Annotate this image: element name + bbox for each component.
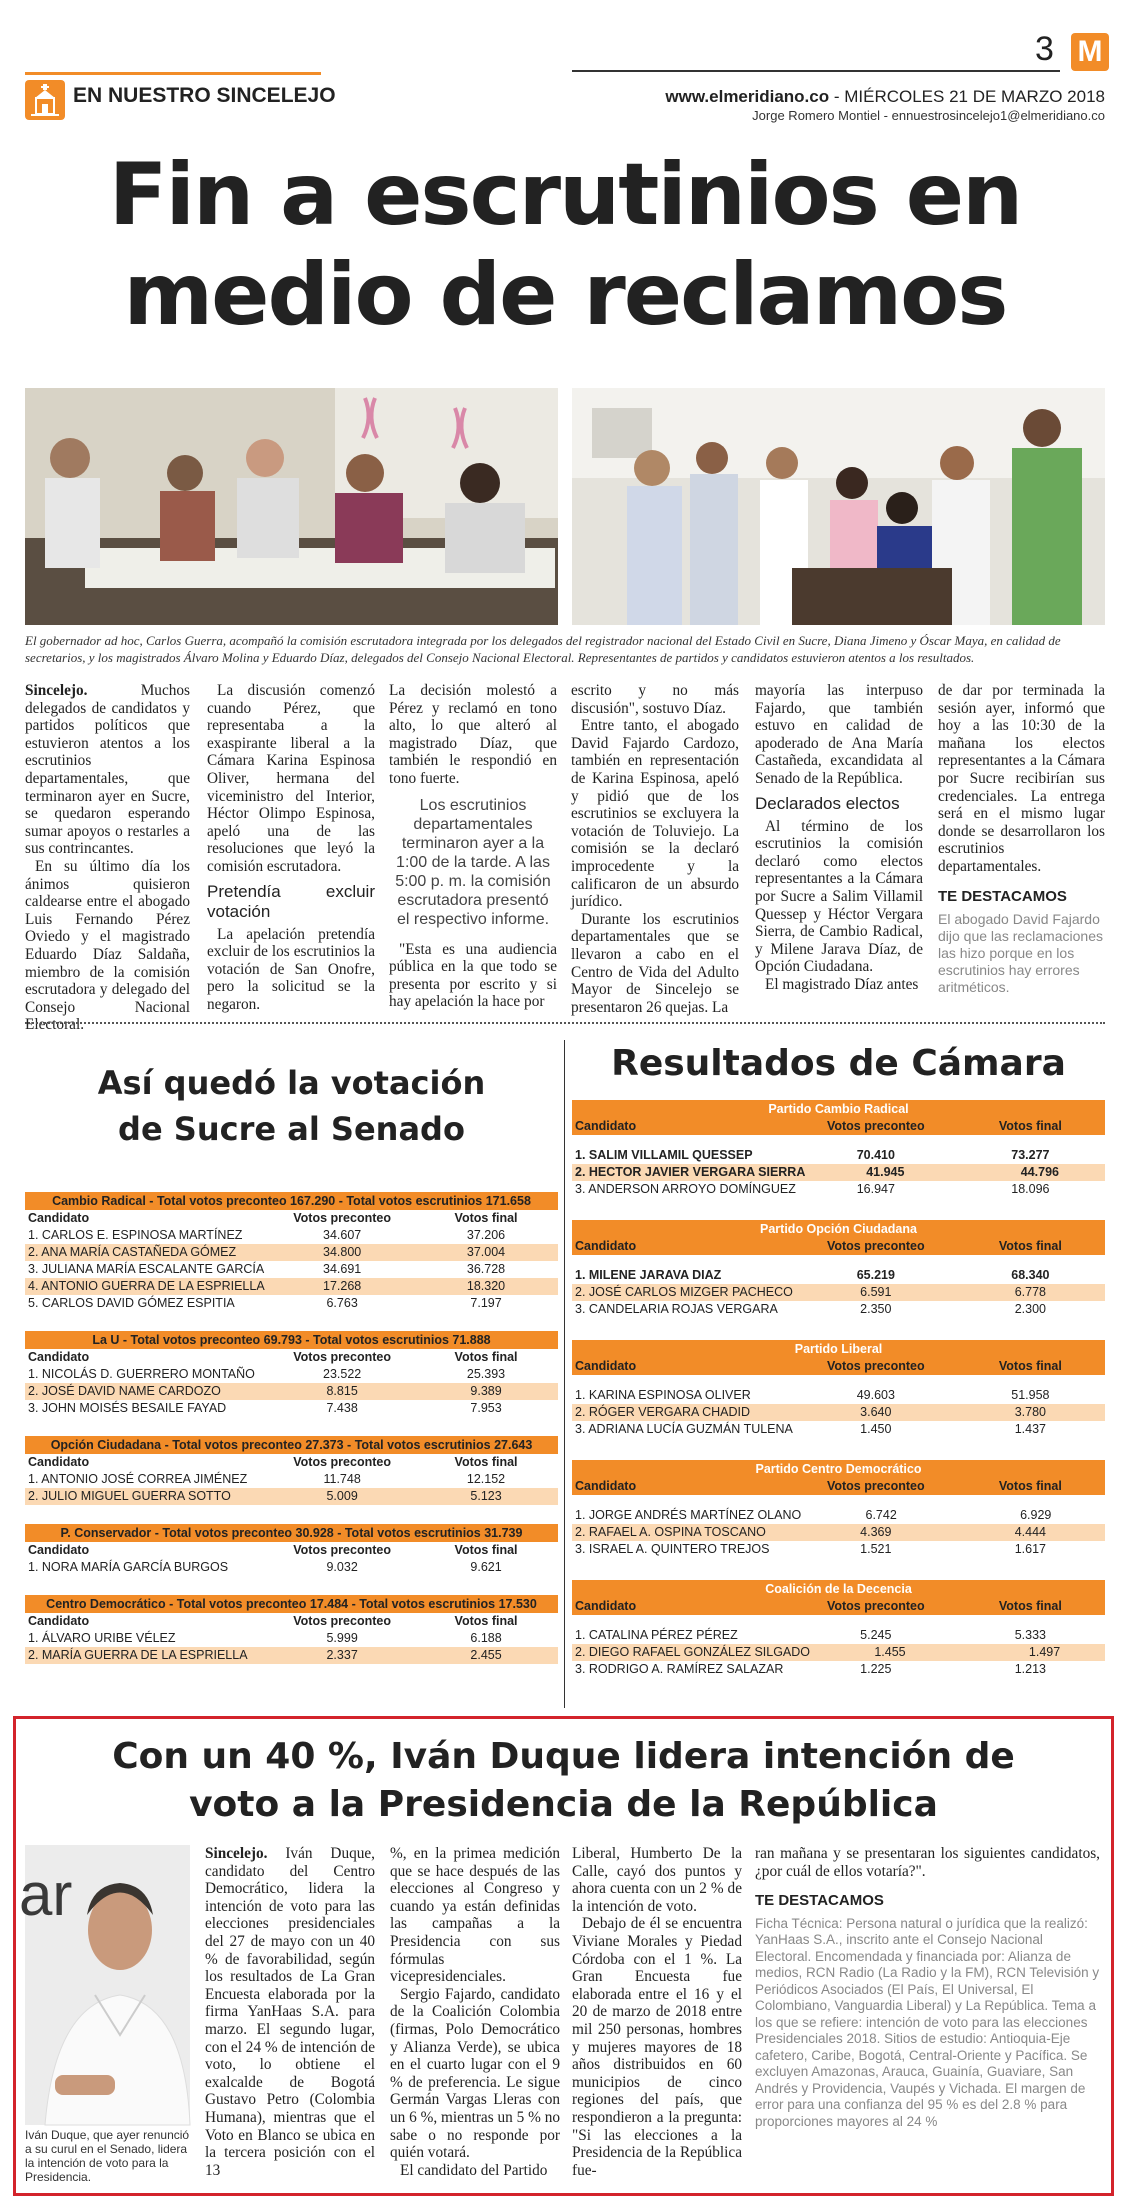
photo-ivan-duque — [19, 1845, 190, 2125]
header-url[interactable]: www.elmeridiano.co — [665, 87, 830, 106]
table-row — [572, 1147, 1105, 1164]
table-row — [572, 1404, 1105, 1421]
table-cell: 2. MARÍA GUERRA DE LA ESPRIELLA — [28, 1648, 248, 1662]
table-row — [25, 1630, 558, 1647]
table-header — [25, 1613, 558, 1630]
table-cell: 49.603 — [856, 1388, 895, 1402]
table-cell: 1.450 — [860, 1422, 892, 1436]
table-spacer — [572, 1255, 1105, 1267]
featured-column-4 — [755, 1845, 1100, 2130]
table-cell: 2.455 — [470, 1648, 502, 1662]
table-cell: 5.999 — [326, 1631, 358, 1645]
table-header — [572, 1478, 1105, 1495]
paragraph: El candidato del Partido — [400, 2161, 548, 2179]
table-row — [25, 1383, 558, 1400]
table-cell: 6.188 — [470, 1631, 502, 1645]
table-cell: 11.748 — [323, 1472, 361, 1486]
table-cell: 44.796 — [1020, 1165, 1059, 1179]
table-cell: 9.621 — [470, 1560, 502, 1574]
table-cell: 16.947 — [856, 1182, 895, 1196]
photo-delegates-review — [572, 388, 1105, 625]
table-cell: 2.337 — [326, 1648, 358, 1662]
column-header: Votos preconteo — [826, 1119, 925, 1133]
section-bar — [25, 72, 321, 75]
senate-results-title — [25, 1060, 558, 1152]
table-cell: 1. CATALINA PÉREZ PÉREZ — [575, 1628, 738, 1642]
article-column-6 — [938, 682, 1105, 996]
header-date: - MIÉRCOLES 21 DE MARZO 2018 — [829, 87, 1105, 106]
table-row — [572, 1524, 1105, 1541]
dateline: Sincelejo. — [205, 1845, 268, 1862]
table-row — [25, 1471, 558, 1488]
column-header: Votos preconteo — [826, 1239, 925, 1253]
paragraph: Entre tanto, el abogado David Fajardo Cardozo, también en representación de Karina Espinosa, apeló y pidió que de los escrutinios se excluyera la votación de Toluviejo. La comisión se la declaró improcedente y la calificaron de un absurdo jurídico. — [571, 717, 739, 911]
table-cell: 17.268 — [323, 1279, 362, 1293]
party-title: Partido Centro Democrático — [572, 1460, 1105, 1478]
table-header — [25, 1542, 558, 1559]
table-cell: 2. RAFAEL A. OSPINA TOSCANO — [575, 1525, 766, 1539]
table-cell: 6.763 — [326, 1296, 358, 1310]
table-cell: 2. ANA MARÍA CASTAÑEDA GÓMEZ — [28, 1245, 237, 1259]
table-cell: 9.032 — [326, 1560, 358, 1574]
party-title: La U - Total votos preconteo 69.793 - Total votos escrutinios 71.888 — [25, 1331, 558, 1349]
photo-escrutinio-commission — [25, 388, 558, 625]
table-gap — [25, 1312, 558, 1331]
table-cell: 9.389 — [470, 1384, 502, 1398]
table-cell: 8.815 — [326, 1384, 358, 1398]
table-cell: 1. NICOLÁS D. GUERRERO MONTAÑO — [28, 1367, 255, 1381]
page-number: 3 — [1035, 30, 1054, 68]
column-header: Candidato — [28, 1211, 90, 1225]
column-header: Candidato — [575, 1239, 637, 1253]
table-cell: 1. SALIM VILLAMIL QUESSEP — [575, 1148, 753, 1162]
column-header: Candidato — [575, 1359, 637, 1373]
table-cell: 73.277 — [1011, 1148, 1050, 1162]
column-header: Candidato — [28, 1543, 90, 1557]
table-cell: 1.455 — [874, 1645, 906, 1659]
paragraph: de dar por terminada la sesión ayer, informó que hoy a las 10:30 de la mañana los electos representantes a la Cámara por Sucre recibirían sus credenciales. La entrega será en el mismo lugar donde se desarrollaron los escrutinios departamentales. — [938, 682, 1105, 875]
column-header: Votos final — [998, 1359, 1062, 1373]
paragraph: ran mañana y se presentaran los siguientes candidatos, ¿por cuál de ellos votaría?". — [755, 1845, 1100, 1880]
article-column-1 — [25, 682, 190, 1034]
table-row — [572, 1507, 1105, 1524]
column-header: Votos final — [998, 1119, 1062, 1133]
featured-column-2 — [390, 1845, 560, 2179]
table-cell: 5. CARLOS DAVID GÓMEZ ESPITIA — [28, 1296, 235, 1310]
table-row — [25, 1559, 558, 1576]
column-header: Votos final — [454, 1211, 518, 1225]
header-author: Jorge Romero Montiel - ennuestrosincelejo1@elmeridiano.co — [752, 108, 1105, 123]
table-cell: 41.945 — [866, 1165, 905, 1179]
table-row — [25, 1295, 558, 1312]
table-gap — [25, 1505, 558, 1524]
table-cell: 2.350 — [860, 1302, 892, 1316]
newspaper-logo: M — [1071, 33, 1109, 71]
paragraph: Al término de los escrutinios la comisión declaró como electos representantes a la Cámara por Sucre a Salim Villamil Quessep y Héctor Vergara Sierra, de Cambio Radical, y Milene Jarava Díaz, de Opción Ciudadana. — [755, 817, 923, 976]
table-cell: 12.152 — [466, 1472, 506, 1486]
table-cell: 3.780 — [1014, 1405, 1046, 1419]
highlight-heading: TE DESTACAMOS — [755, 1892, 884, 1910]
table-cell: 1. ANTONIO JOSÉ CORREA JIMÉNEZ — [28, 1472, 248, 1486]
paragraph: La discusión comenzó cuando Pérez, que representaba a la exaspirante liberal a la Cámara Karina Espinosa Oliver, hermana del viceministro del Interior, Héctor Olimpo Espinosa, apeló una de las resoluciones que leyó la comisión escrutadora. — [207, 682, 375, 875]
table-row — [572, 1387, 1105, 1404]
featured-column-1 — [205, 1845, 375, 2179]
column-header: Votos final — [454, 1455, 518, 1469]
table-cell: 2. HECTOR JAVIER VERGARA SIERRA — [575, 1165, 806, 1179]
table-spacer — [572, 1135, 1105, 1147]
table-cell: 4.444 — [1014, 1525, 1046, 1539]
paragraph: Liberal, Humberto De la Calle, cayó dos puntos y ahora cuenta con un 2 % de la intención de voto. — [572, 1845, 742, 1915]
table-row — [25, 1647, 558, 1664]
paragraph: En su último día los ánimos quisieron caldearse entre el abogado Luis Fernando Pérez Oviedo y el magistrado Eduardo Díaz Saldaña, miembro de la comisión escrutadora y delegado del Consejo Nacional Electoral. — [25, 857, 190, 1034]
article-column-4 — [571, 682, 739, 1016]
table-header — [572, 1238, 1105, 1255]
column-header: Candidato — [28, 1614, 90, 1628]
table-cell: 5.123 — [470, 1489, 502, 1503]
column-header: Votos preconteo — [293, 1211, 391, 1225]
table-header — [25, 1210, 558, 1227]
article-column-5 — [755, 682, 923, 994]
photo-caption: El gobernador ad hoc, Carlos Guerra, acompañó la comisión escrutadora integrada por los delegados del registrador nacional del Estado Civil en Sucre, Diana Jimeno y Óscar Maya, en calidad de secretarios, y los magistrados Álvaro Molina y Eduardo Díaz, delegados del Consejo Nacional Electoral. Representantes de partidos y candidatos estuvieron atentos a los resultados. — [25, 633, 1061, 665]
camara-results-table — [572, 1100, 1105, 1678]
featured-article-title — [30, 1733, 1097, 1829]
table-cell: 1. KARINA ESPINOSA OLIVER — [575, 1388, 751, 1402]
table-gap — [572, 1438, 1105, 1460]
table-cell: 3. JULIANA MARÍA ESCALANTE GARCÍA — [28, 1262, 265, 1276]
table-gap — [572, 1558, 1105, 1580]
table-row — [572, 1284, 1105, 1301]
table-cell: 2. DIEGO RAFAEL GONZÁLEZ SILGADO — [575, 1645, 811, 1659]
featured-photo-caption: Iván Duque, que ayer renunció a su curul en el Senado, lidera la intención de voto para la Presidencia. — [25, 2128, 190, 2184]
table-cell: 6.778 — [1014, 1285, 1046, 1299]
column-header: Votos final — [454, 1350, 518, 1364]
table-cell: 7.953 — [470, 1401, 502, 1415]
paragraph: "Esta es una audiencia pública en la que todo se presenta por escrito y si hay apelación la hace por — [389, 940, 557, 1011]
header-rule — [572, 70, 1060, 72]
table-cell: 2.300 — [1014, 1302, 1046, 1316]
table-cell: 6.929 — [1020, 1508, 1052, 1522]
table-cell: 25.393 — [466, 1367, 506, 1381]
table-cell: 5.245 — [860, 1628, 892, 1642]
table-header — [25, 1349, 558, 1366]
table-row — [25, 1278, 558, 1295]
table-cell: 37.206 — [466, 1228, 506, 1242]
pull-quote: Los escrutinios departamentales terminaron ayer a la 1:00 de la tarde. A las 5:00 p. m. la comisión escrutadora presentó el respectivo informe. — [395, 796, 551, 928]
headline — [20, 145, 1110, 345]
column-header: Votos final — [454, 1614, 518, 1628]
paragraph: La apelación pretendía excluir de los escrutinios la votación de San Onofre, pero la solicitud se la negaron. — [207, 925, 375, 1013]
church-icon — [25, 80, 65, 120]
column-header: Candidato — [575, 1479, 637, 1493]
senate-results-table — [25, 1192, 558, 1664]
table-row — [572, 1267, 1105, 1284]
table-row — [25, 1400, 558, 1417]
table-cell: 18.096 — [1011, 1182, 1050, 1196]
paragraph: El magistrado Díaz antes — [765, 975, 919, 993]
table-cell: 2. JOSÉ DAVID NAME CARDOZO — [28, 1384, 221, 1398]
section-title: EN NUESTRO SINCELEJO — [73, 84, 336, 107]
table-cell: 68.340 — [1011, 1268, 1050, 1282]
paragraph: mayoría las interpuso Fajardo, que también estuvo en calidad de apoderado de Ana María Castañeda, excandidata al Senado de la República. — [755, 682, 923, 787]
headline-line-1: Fin a escrutinios en — [108, 145, 1022, 245]
table-row — [25, 1488, 558, 1505]
table-cell: 3. ISRAEL A. QUINTERO TREJOS — [575, 1542, 770, 1556]
table-cell: 70.410 — [856, 1148, 895, 1162]
table-cell: 3. RODRIGO A. RAMÍREZ SALAZAR — [575, 1662, 784, 1676]
column-header: Candidato — [28, 1455, 90, 1469]
table-row — [25, 1261, 558, 1278]
section-divider — [25, 1022, 1105, 1024]
table-cell: 3. CANDELARIA ROJAS VERGARA — [575, 1302, 778, 1316]
subheading: Pretendía excluir votación — [207, 881, 375, 921]
table-cell: 34.800 — [323, 1245, 362, 1259]
table-cell: 1. ÁLVARO URIBE VÉLEZ — [28, 1631, 176, 1645]
table-cell: 4. ANTONIO GUERRA DE LA ESPRIELLA — [28, 1279, 265, 1293]
table-cell: 37.004 — [466, 1245, 506, 1259]
column-header: Votos preconteo — [826, 1359, 925, 1373]
paragraph: escrito y no más discusión", sostuvo Díaz. — [571, 682, 739, 717]
table-gap — [25, 1417, 558, 1436]
table-cell: 5.333 — [1014, 1628, 1046, 1642]
table-cell: 34.607 — [323, 1228, 362, 1242]
paragraph: Durante los escrutinios departamentales que se llevaron a cabo en el Centro de Vida del Adulto Mayor de Sincelejo se presentaron 26 quejas. La — [571, 910, 739, 1016]
table-row — [25, 1366, 558, 1383]
table-row — [572, 1627, 1105, 1644]
table-spacer — [572, 1495, 1105, 1507]
table-cell: 1. NORA MARÍA GARCÍA BURGOS — [28, 1560, 229, 1574]
table-spacer — [572, 1615, 1105, 1627]
table-header — [572, 1358, 1105, 1375]
table-cell: 1.617 — [1014, 1542, 1046, 1556]
featured-title-line-1: Con un 40 %, Iván Duque lidera intención de — [112, 1736, 1015, 1777]
party-title: P. Conservador - Total votos preconteo 30.928 - Total votos escrutinios 31.739 — [25, 1524, 558, 1542]
table-row — [572, 1181, 1105, 1198]
column-header: Votos preconteo — [826, 1479, 925, 1493]
table-gap — [572, 1318, 1105, 1340]
table-cell: 34.691 — [323, 1262, 362, 1276]
table-cell: 3.640 — [860, 1405, 892, 1419]
column-header: Candidato — [575, 1119, 637, 1133]
table-cell: 1.213 — [1014, 1662, 1046, 1676]
senate-title-line-2: de Sucre al Senado — [118, 1110, 465, 1148]
table-row — [572, 1661, 1105, 1678]
table-cell: 1.521 — [860, 1542, 892, 1556]
table-row — [25, 1244, 558, 1261]
highlight-text: El abogado David Fajardo dijo que las reclamaciones las hizo porque en los escrutinios hay errores aritméticos. — [938, 911, 1103, 996]
senate-title-line-1: Así quedó la votación — [97, 1064, 486, 1102]
paragraph: La decisión molestó a Pérez y reclamó en tono alto, lo que alteró al magistrado Díaz, que también le respondió en tono fuerte. — [389, 682, 557, 787]
column-header: Votos final — [454, 1543, 518, 1557]
paragraph: %, en la primea medición que se hace después de las elecciones al Congreso y cuando ya están definidas las campañas a la Presidencia con sus fórmulas vicepresidenciales. — [390, 1845, 560, 1986]
table-cell: 1. CARLOS E. ESPINOSA MARTÍNEZ — [28, 1228, 243, 1242]
table-cell: 1.437 — [1014, 1422, 1046, 1436]
table-row — [25, 1227, 558, 1244]
column-header: Votos preconteo — [826, 1599, 925, 1613]
paragraph: Debajo de él se encuentra Viviane Morales y Piedad Córdoba con el 1 %. La Gran Encuesta fue elaborada entre el 16 y el 20 de marzo de 2018 entre mil 250 personas, hombres y mujeres mayores de 18 años distribuidos en 60 municipios de cinco regiones del país, que respondieron a la pregunta: "Si las elecciones a la Presidencia de la República fue- — [572, 1915, 742, 2179]
column-header: Votos preconteo — [293, 1455, 391, 1469]
column-header: Votos final — [998, 1599, 1062, 1613]
table-cell: 23.522 — [323, 1367, 362, 1381]
article-column-2 — [207, 682, 375, 1014]
table-cell: 7.438 — [326, 1401, 358, 1415]
featured-title-line-2: voto a la Presidencia de la República — [189, 1784, 938, 1825]
table-cell: 4.369 — [860, 1525, 892, 1539]
table-header — [25, 1454, 558, 1471]
highlight-text: Ficha Técnica: Persona natural o jurídica que la realizó: YanHaas S.A., inscrito ante el Consejo Nacional Electoral. Encomendada y financiada por: Alianza de medios, RCN Radio (La Radio y la FM), RCN Televisión y Periódicos Asociados (El País, El Universal, El Colombiano, Vanguardia Liberal) y La República. Tema a los que se refiere: intención de voto para las elecciones Presidenciales 2018. Sitios de estudio: Antioquia-Eje cafetero, Caribe, Bogotá, Central-Oriente y Pacífica. Se excluyen Amazonas, Arauca, Guainía, Guaviare, San Andrés y Providencia, Vaupés y Vichada. El margen de error para una confianza del 95 % es del 2.8 % para proporciones mayores al 24 % — [755, 1915, 1100, 2129]
table-cell: 36.728 — [466, 1262, 506, 1276]
column-header: Votos final — [998, 1239, 1062, 1253]
svg-text:ar: ar — [19, 1861, 73, 1928]
table-gap — [25, 1576, 558, 1595]
highlight-heading: TE DESTACAMOS — [938, 887, 1067, 905]
table-cell: 2. RÓGER VERGARA CHADID — [575, 1405, 751, 1419]
table-cell: 51.958 — [1011, 1388, 1050, 1402]
party-title: Cambio Radical - Total votos preconteo 167.290 - Total votos escrutinios 171.658 — [25, 1192, 558, 1210]
column-divider — [564, 1040, 565, 1708]
article-column-3 — [389, 682, 557, 1011]
table-row — [572, 1644, 1105, 1661]
table-cell: 1. MILENE JARAVA DIAZ — [575, 1268, 722, 1282]
table-cell: 1.225 — [860, 1662, 892, 1676]
table-header — [572, 1598, 1105, 1615]
table-cell: 2. JOSÉ CARLOS MIZGER PACHECO — [575, 1285, 793, 1299]
party-title: Opción Ciudadana - Total votos preconteo 27.373 - Total votos escrutinios 27.643 — [25, 1436, 558, 1454]
table-row — [572, 1541, 1105, 1558]
subheading: Declarados electos — [755, 793, 900, 813]
column-header: Votos preconteo — [293, 1614, 391, 1628]
table-header — [572, 1118, 1105, 1135]
table-spacer — [572, 1375, 1105, 1387]
table-row — [572, 1421, 1105, 1438]
featured-column-3 — [572, 1845, 742, 2179]
column-header: Votos preconteo — [293, 1350, 391, 1364]
table-cell: 6.742 — [865, 1508, 897, 1522]
column-header: Candidato — [28, 1350, 90, 1364]
headline-line-2: medio de reclamos — [123, 245, 1007, 345]
camara-results-title: Resultados de Cámara — [611, 1043, 1066, 1084]
column-header: Votos final — [998, 1479, 1062, 1493]
table-cell: 3. ANDERSON ARROYO DOMÍNGUEZ — [575, 1182, 796, 1196]
party-title: Coalición de la Decencia — [572, 1580, 1105, 1598]
header-url-date — [560, 87, 1105, 107]
paragraph: Sergio Fajardo, candidato de la Coalición Colombia (firmas, Polo Democrático y Alianza Verde), se ubica en el cuarto lugar con el 9 % de preferencia. Le sigue Germán Vargas Lleras con un 6 %, mientras un 5 % no sabe o no responde por quién votará. — [390, 1985, 560, 2162]
party-title: Partido Cambio Radical — [572, 1100, 1105, 1118]
table-cell: 3. JOHN MOISÉS BESAILE FAYAD — [28, 1401, 227, 1415]
table-cell: 7.197 — [470, 1296, 502, 1310]
table-gap — [572, 1198, 1105, 1220]
table-cell: 1.497 — [1028, 1645, 1061, 1659]
table-row — [572, 1164, 1105, 1181]
table-row — [572, 1301, 1105, 1318]
table-cell: 65.219 — [856, 1268, 895, 1282]
column-header: Votos preconteo — [293, 1543, 391, 1557]
party-title: Centro Democrático - Total votos preconteo 17.484 - Total votos escrutinios 17.530 — [25, 1595, 558, 1613]
table-cell: 3. ADRIANA LUCÍA GUZMÁN TULENA — [575, 1422, 793, 1436]
dateline: Sincelejo. — [25, 682, 88, 699]
table-cell: 6.591 — [860, 1285, 892, 1299]
paragraph: Iván Duque, candidato del Centro Democrático, lidera la intención de voto para las elecciones presidenciales del 27 de mayo con un 40 % de favorabilidad, según los resultados de La Gran Encuesta elaborada por la firma YanHaas S.A. para marzo. El segundo lugar, con el 24 % de intención de voto, lo obtiene el exalcalde de Bogotá Gustavo Petro (Colombia Humana), mientras que el Voto en Blanco se ubica en la tercera posición con el 13 — [205, 1845, 375, 2179]
party-title: Partido Liberal — [572, 1340, 1105, 1358]
party-title: Partido Opción Ciudadana — [572, 1220, 1105, 1238]
table-cell: 1. JORGE ANDRÉS MARTÍNEZ OLANO — [575, 1508, 802, 1522]
table-cell: 2. JULIO MIGUEL GUERRA SOTTO — [28, 1489, 231, 1503]
table-cell: 5.009 — [326, 1489, 358, 1503]
table-cell: 18.320 — [466, 1279, 506, 1293]
paragraph: Muchos delegados de candidatos y partidos políticos que estuvieron atentos a los escrutinios departamentales, que terminaron ayer en Sucre, se quedaron esperando sumar apoyos o restarles a sus contrincantes. — [25, 682, 190, 858]
column-header: Candidato — [575, 1599, 637, 1613]
